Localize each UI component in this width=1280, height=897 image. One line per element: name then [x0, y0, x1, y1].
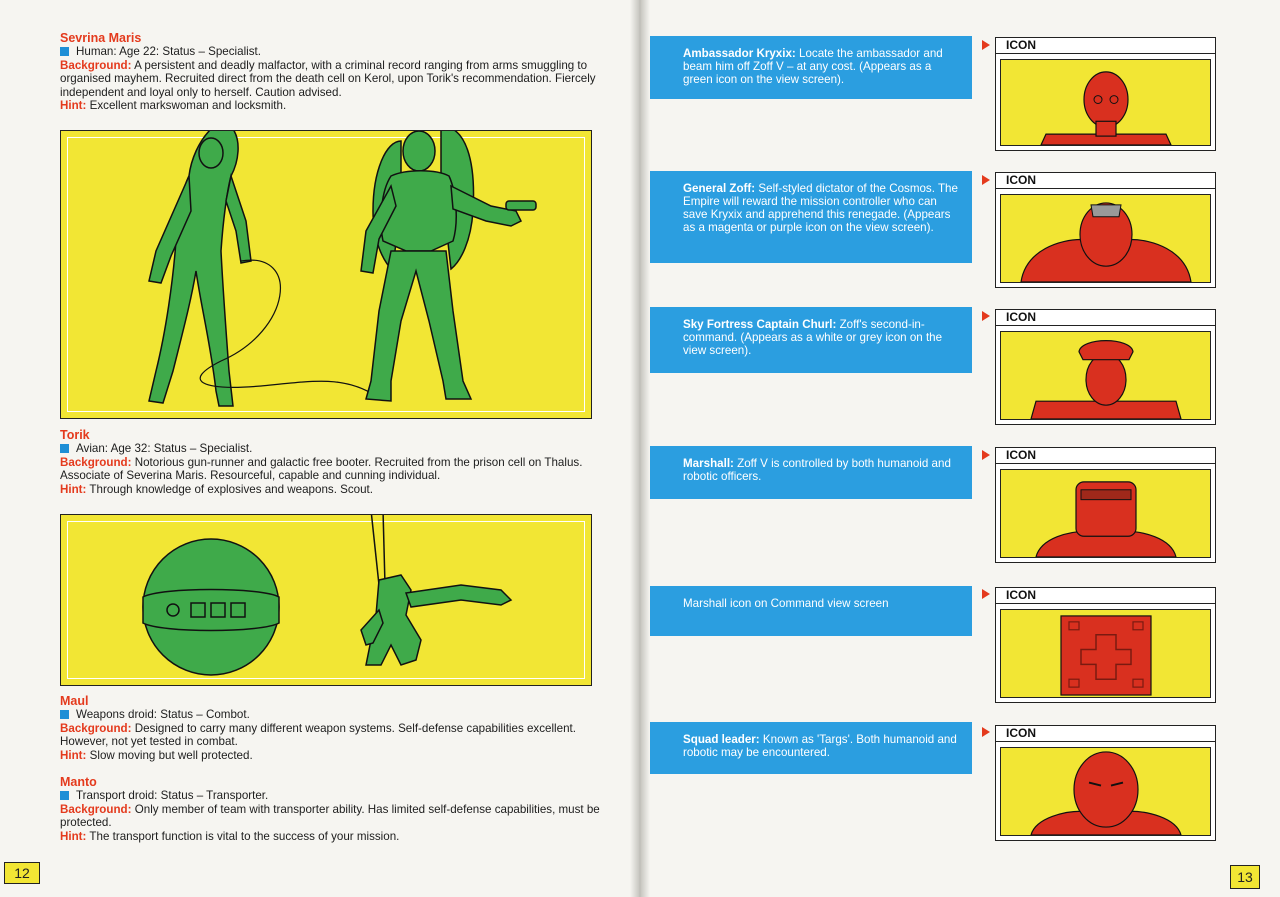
icon-panel-marshall	[995, 447, 1216, 563]
torik-figure	[361, 131, 536, 401]
icon-label: ICON	[996, 726, 1215, 742]
character-background: Background: Notorious gun-runner and galactic free booter. Recruited from the prison cell on Thalus. Associate of Severina Maris. Resourceful, capable and cunning individual.	[60, 455, 583, 483]
pointer-arrow-icon	[982, 175, 990, 185]
character-name: Manto	[60, 775, 97, 789]
sevrina-figure	[149, 131, 251, 406]
icon-label: ICON	[996, 310, 1215, 326]
character-hint: Hint: Through knowledge of explosives and weapons. Scout.	[60, 482, 374, 496]
character-maul	[60, 695, 600, 762]
character-stats: Transport droid: Status – Transporter.	[60, 789, 600, 802]
character-background: Background: A persistent and deadly malfactor, with a criminal record ranging from arms smuggling to organised mayhem. Recruited direct from the death cell on Kerol, upon Torik's recommendation. Fiercely independent and loyal only to herself. Caution advised.	[60, 58, 596, 99]
icon-panel-marshall-command	[995, 587, 1216, 703]
illustration-panel-maul-manto	[60, 514, 592, 686]
character-stats: Human: Age 22: Status – Specialist.	[60, 45, 600, 58]
character-background: Background: Only member of team with transporter ability. Has limited self-defense capabilities, must be protected.	[60, 802, 600, 830]
page-number: 12	[4, 862, 40, 884]
icon-panel-squad-leader	[995, 725, 1216, 841]
character-hint: Hint: Excellent markswoman and locksmith.	[60, 99, 287, 113]
left-page	[0, 0, 636, 897]
entry-kryxix-description: Ambassador Kryxix: Locate the ambassador and beam him off Zoff V – at any cost. (Appears as a green icon on the view screen).	[643, 36, 972, 99]
illustration-panel-sevrina-torik	[60, 130, 592, 419]
entry-churl-description: Sky Fortress Captain Churl: Zoff's second-in-command. (Appears as a white or grey icon on the view screen).	[643, 307, 972, 373]
character-stats: Weapons droid: Status – Combot.	[60, 708, 600, 721]
character-name: Sevrina Maris	[60, 31, 142, 45]
character-torik	[60, 429, 600, 496]
icon-panel-zoff	[995, 172, 1216, 288]
captain-churl-icon	[1000, 331, 1211, 420]
pointer-arrow-icon	[982, 727, 990, 737]
character-manto	[60, 776, 600, 843]
right-page	[640, 0, 1280, 897]
pointer-arrow-icon	[982, 589, 990, 599]
bullet-square-icon	[60, 47, 69, 56]
maul-droid	[361, 515, 511, 665]
squad-leader-icon	[1000, 747, 1211, 836]
bullet-square-icon	[60, 791, 69, 800]
entry-marshall-command-description: Marshall icon on Command view screen	[643, 586, 972, 636]
entry-squad-leader-description: Squad leader: Known as 'Targs'. Both humanoid and robotic may be encountered.	[643, 722, 972, 774]
book-gutter	[630, 0, 650, 897]
maul-manto-illustration	[61, 515, 591, 685]
icon-panel-churl	[995, 309, 1216, 425]
character-name: Torik	[60, 428, 90, 442]
sevrina-torik-illustration	[61, 131, 591, 418]
icon-label: ICON	[996, 38, 1215, 54]
character-hint: Hint: Slow moving but well protected.	[60, 748, 253, 762]
bullet-square-icon	[60, 444, 69, 453]
pointer-arrow-icon	[982, 311, 990, 321]
entry-marshall-description: Marshall: Zoff V is controlled by both humanoid and robotic officers.	[643, 446, 972, 499]
icon-label: ICON	[996, 588, 1215, 604]
page-number: 13	[1230, 865, 1260, 889]
character-hint: Hint: The transport function is vital to the success of your mission.	[60, 829, 400, 843]
character-stats: Avian: Age 32: Status – Specialist.	[60, 442, 600, 455]
marshall-icon	[1000, 469, 1211, 558]
icon-panel-kryxix	[995, 37, 1216, 151]
entry-zoff-description: General Zoff: Self-styled dictator of the Cosmos. The Empire will reward the mission controller who can save Kryxix and apprehend this renegade. (Appears as a magenta or purple icon on the view screen).	[643, 171, 972, 263]
character-name: Maul	[60, 694, 89, 708]
character-sevrina	[60, 32, 600, 112]
character-background: Background: Designed to carry many different weapon systems. Self-defense capabilities excellent. However, not yet tested in combat.	[60, 721, 576, 749]
icon-label: ICON	[996, 173, 1215, 189]
pointer-arrow-icon	[982, 40, 990, 50]
ambassador-kryxix-icon	[1000, 59, 1211, 146]
pointer-arrow-icon	[982, 450, 990, 460]
icon-label: ICON	[996, 448, 1215, 464]
bullet-square-icon	[60, 710, 69, 719]
manto-droid	[143, 539, 279, 675]
general-zoff-icon	[1000, 194, 1211, 283]
marshall-command-icon	[1000, 609, 1211, 698]
